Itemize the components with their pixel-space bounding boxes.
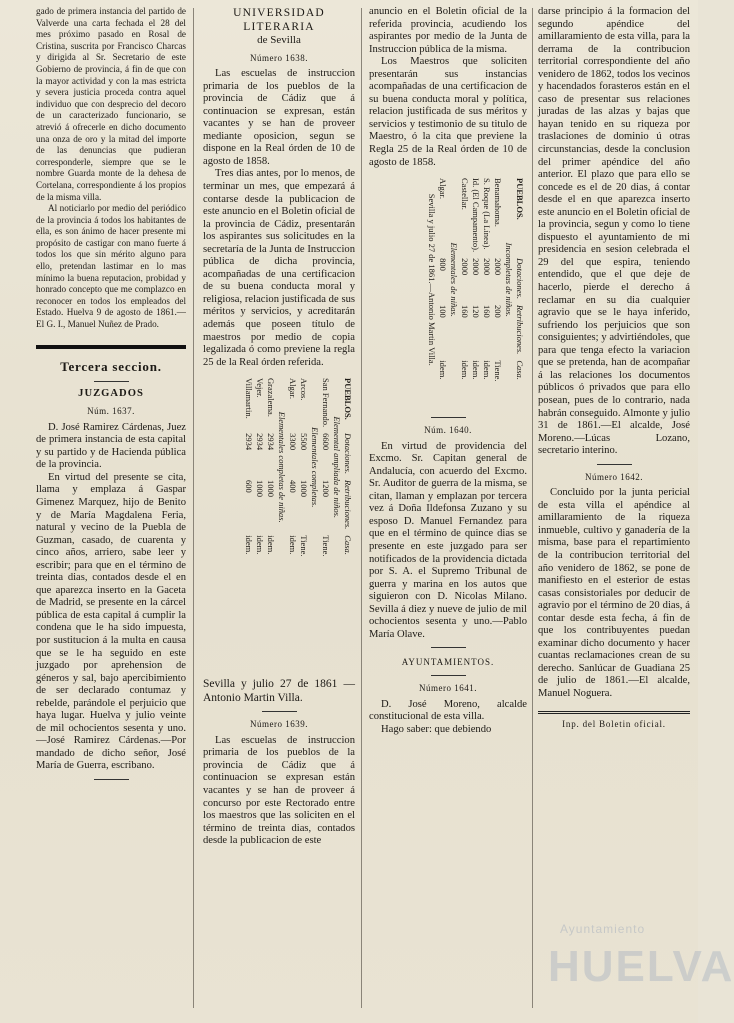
notice-number: Número 1638. bbox=[250, 52, 308, 63]
table-row: Algar. 3300 400 idem. bbox=[288, 378, 298, 555]
maestros-requirements: Los Maestros que soliciten presentarán sus instancias acompañadas de una certificacion de su buena conducta moral y política, relacion justificada de sus méritos y servicios y testimonio de su titulo de Maestro, ó la cita que previene la Regla 25 de la Real órden de 10 de agosto de 1858. bbox=[369, 56, 527, 168]
header-pueblos: PUEBLOS. bbox=[343, 378, 353, 421]
table-subheading: Elementales completas. bbox=[310, 427, 320, 508]
military-summons: En virtud de providencia del Excmo. Sr. Capitan general de Andalucía, con acuerdo del Excmo. Sr. Auditor de guerra de la misma, se citan, llaman y emplazan por tercera vez á Doña Ildefonsa Zuzano y su esposo D. Manuel Fernandez para que en el término de quince dias se presente en este juzgado para ser notificados de la providencia dictada por S. A. el Supremo Tribunal de guerra y marina en los autos que siguieron con D. Nicolas Milano. Sevilla á diez y nueve de julio de mil ochocientos sesenta y uno.—Pablo María Olave. bbox=[369, 440, 527, 640]
rule bbox=[94, 779, 129, 780]
table-row: Arcos. 5500 1000 Tiene. bbox=[299, 378, 309, 557]
court-edict: En virtud del presente se cita, llama y emplaza á Gaspar Gimenez Marquez, hijo de Benito y de María Magdalena Feria, natural y vecino de la Puebla de Guzman, casado, de cuarenta y cinco años, arriero, sabe leer y escribir; para que en el término de treinta dias, contados desde el en que aparezca inserto en la Gaceta de Madrid, se presente en la cárcel pública de esta capital á cumplir la condena que le ha sido impuesta, por sustitucion á la multa en causa que se le ha seguido en este juzgado por aprehension de géneros y sal, bajo apercibimiento de ser declarado contumaz y rebelde, parándole el perjuicio que haya lugar. Huelva y julio veinte de mil ochocientos sesenta y uno.—José Ramirez Cárdenas.—Por mandado de dicho señor, José María de Guerra, escribano. bbox=[36, 471, 186, 772]
table-row: Algar. 800 100 idem. bbox=[438, 178, 448, 380]
rule bbox=[431, 647, 466, 648]
rule bbox=[431, 417, 466, 418]
column-4 bbox=[538, 6, 690, 1016]
university-city: de Sevilla bbox=[257, 34, 301, 46]
column-divider bbox=[193, 8, 194, 1008]
header-retribuciones: Retribuciones. bbox=[343, 480, 353, 530]
table-subheading: Incompletas de niños. bbox=[504, 242, 514, 318]
column-2 bbox=[203, 6, 355, 1016]
vacancy-notice: Las escuelas de instruccion primaria de los pueblos de la provincia de Cádiz que á continuacion se expresan, están vacantes y se han de proveer mediante oposicion, segun se dispone en la Real órden de 10 de agosto de 1858. bbox=[203, 68, 355, 167]
watermark-subtitle: Ayuntamiento bbox=[560, 922, 646, 936]
table-row: Villamartin. 2934 600 idem. bbox=[244, 378, 254, 555]
school-table-rotated bbox=[203, 375, 355, 677]
header-retribuciones: Retribuciones. bbox=[515, 305, 525, 355]
mayor-name: D. José Moreno, alcalde constitucional de esta villa. bbox=[369, 698, 527, 723]
vacancy-notice: Las escuelas de instruccion primaria de los pueblos de la provincia de Cádiz que á continuacion se expresan están vacantes y se han de proveer á concurso por este Rectorado entre los maestros que las soliciten en el término de treinta dias, contados desde la publicacion de este bbox=[203, 734, 355, 847]
table-row: San Fernando. 6600 1200 Tiene. bbox=[321, 378, 331, 557]
section-heading: Tercera seccion. bbox=[60, 358, 162, 374]
notice-number: Núm. 1637. bbox=[87, 406, 135, 417]
notice-continuation: gado de primera instancia del partido de Valverde una carta fechada el 28 del mes próximo pasado en Rosal de Cristina, suscrita por Francisco Charcas y dirigida al Sr. Secretario de este Gobierno de provincia, á fin de que con la mayor actividad y con la mas estricta y severa justicia proceda contra aquel individuo que con desprecio del decoro de un caracterizado funcionario, se atrevió á ofrecerle en dicho documento una onza de oro y la mitad del importe de las denuncias que pudieran corresponderle, siempre que se le nombre Guarda monte de la dehesa de Cortelana, correspondiente á los propios de la misma villa. bbox=[36, 6, 186, 202]
junta-pericial-notice: Concluido por la junta pericial de esta villa el apéndice al amillaramiento de la riqueza inmueble, cultivo y ganadería de la misma, base para el repartimiento de la contribucion territorial del año venidero de 1862, se pone de manifiesto en el esterior de estas casas consistoriales por deducir de agravio por el término de 20 dias, á contar desde esta fecha, á fin de que los contribuyentes puedan examinar dicho documento y hacer cuantas reclamaciones crean de su derecho. Sanlúcar de Guadiana 25 de julio de 1861.—El alcalde, Manuel Noguera. bbox=[538, 487, 690, 699]
vacancy-requirements: Tres dias antes, por lo menos, de terminar un mes, que empezará á contarse desde la publicacion de este anuncio en el Boletin oficial de la provincia de Cádiz, presentarán los aspirantes sus solicitudes en la secretaría de la Junta de Instruccion pública de dicha provincia, acompañadas de una certificacion de su buena conducta moral y religiosa, relacion justificada de sus méritos y servicios, y acreditarán además que poseen título de maestros por medio de copia legalizada ó como previene la regla 25 de la Real órden referida. bbox=[203, 168, 355, 368]
header-dotaciones: Dotaciones. bbox=[343, 433, 353, 475]
notice-number: Número 1639. bbox=[250, 719, 308, 730]
header-pueblos: PUEBLOS. bbox=[515, 178, 525, 220]
table-header bbox=[342, 375, 353, 559]
rule bbox=[431, 675, 466, 676]
table-row: Benamahoma. 2000 200 Tiene. bbox=[493, 178, 503, 382]
table-row: Castellar. 2000 160 idem. bbox=[460, 178, 470, 380]
table-row: S. Roque (La Línea). 2000 160 idem. bbox=[482, 178, 492, 380]
table-header bbox=[514, 175, 525, 385]
table-subheading: Elemental ampliada de niños. bbox=[332, 416, 342, 519]
notice-number: Número 1642. bbox=[585, 471, 643, 482]
table-row: Vejer. 2934 1000 idem. bbox=[255, 378, 265, 555]
notice-number: Núm. 1640. bbox=[424, 425, 472, 436]
ayuntamientos-heading: AYUNTAMIENTOS. bbox=[401, 657, 495, 668]
column-3 bbox=[369, 6, 527, 1016]
printer-imprint: Inp. del Boletin oficial. bbox=[562, 718, 666, 729]
column-divider bbox=[532, 8, 533, 1008]
rule bbox=[597, 464, 632, 465]
governor-statement: Al noticiarlo por medio del periódico de la provincia á todos los habitantes de ella, es son ánimo de hacer presente mi propósito de castigar con mano fuerte á todos los que sin mérito alguno para ello, pretendan lastimar en lo mas mínimo la buena reputacion, probidad y honrado concepto que me complazco en reconocer en todos los empleados del Estado. Huelva 9 de agosto de 1861.—El G. I., Manuel Nuñez de Prado. bbox=[36, 203, 186, 330]
section-divider bbox=[36, 345, 186, 349]
university-title: UNIVERSIDAD LITERARIA bbox=[233, 7, 325, 33]
watermark: HUELVA bbox=[548, 942, 734, 991]
juzgados-heading: JUZGADOS bbox=[78, 387, 144, 399]
rule bbox=[262, 711, 297, 712]
notice-number: Número 1641. bbox=[419, 682, 477, 693]
signature: Sevilla y julio 27 de 1861.—Antonio Martin Villa. bbox=[427, 193, 437, 366]
signature: Sevilla y julio 27 de 1861 —Antonio Martin Villa. bbox=[203, 678, 355, 705]
table-subheading: Elementales de niñas. bbox=[449, 242, 459, 318]
table-subheading: Elementales completas de niñas. bbox=[277, 411, 287, 523]
mayor-announcement: Hago saber: que debiendo bbox=[381, 723, 492, 735]
table-row: Grazalema. 2934 1000 idem. bbox=[266, 378, 276, 555]
header-casa: Casa. bbox=[515, 360, 525, 381]
footer-rule bbox=[538, 711, 690, 714]
table-row: Id. (El Campamento). 2000 120 idem. bbox=[471, 178, 481, 380]
notice-continuation: darse principio á la formacion del segundo apéndice del amillaramiento de esta villa, para la derrama de la contribucion territorial correspondiente del año venidero de 1862, todos los vecinos y hacendados forasteros están en el caso de presentar sus relaciones juradas de las alzas y bajas que hayan tenido en su riqueza por traslaciones de dominio ú otras circunstancias, desde la conclusion del primer apéndice del año anterior. El plazo que para ello se concede es el de 20 dias, á contar desde el en que aparezca inserto este anuncio en el Boletin oficial de la provincia, segun y como lo tiene dispuesto el ayuntamiento de mi presidencia en sesion celebrada el 29 del que espira, teniendo entendido, que el que deje de hacerlo, pierde el derecho á reclamar en su dia cualquier agravio que se le haya inferido, sufriendo los perjuicios que son consiguientes; y advirtiéndoles, que para que tenga efecto la variacion que se pretenda, han de acompañar á las relaciones los documentos públicos ó privados que para ello posean, pues de lo contrario, nada habrán conseguido. Almonte y julio 31 de 1861.—El alcalde, José Moreno.—Lúcas Lozano, secretario interino. bbox=[538, 6, 690, 457]
header-casa: Casa. bbox=[343, 535, 353, 556]
notice-continuation: anuncio en el Boletin oficial de la referida provincia, acudiendo los aspirantes por medio de la Junta de Instruccion pública de la misma. bbox=[369, 6, 527, 55]
school-table-2 bbox=[426, 175, 525, 411]
judge-name: D. José Ramirez Cárdenas, Juez de primera instancia de esta capital y su partido y de Hacienda pública de la provincia. bbox=[36, 421, 186, 471]
column-divider bbox=[361, 8, 362, 1008]
rule bbox=[94, 381, 129, 382]
column-1 bbox=[36, 6, 186, 1016]
school-table-1 bbox=[243, 375, 353, 675]
school-table-rotated bbox=[369, 175, 527, 411]
header-dotaciones: Dotaciones. bbox=[515, 258, 525, 300]
